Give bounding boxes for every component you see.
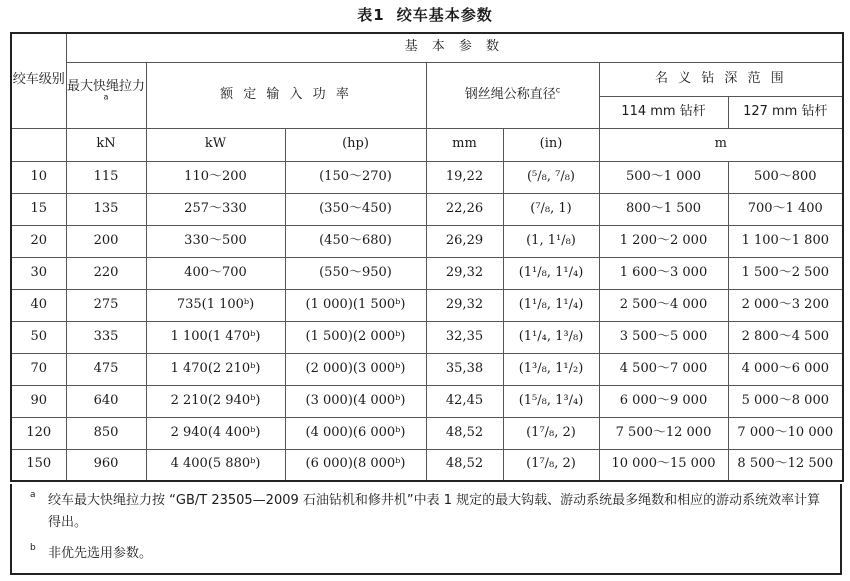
- cell-depth-114: 10 000～15 000: [599, 449, 728, 481]
- cell-kw: 2 210(2 940ᵇ): [146, 385, 285, 417]
- cell-kw: 257～330: [146, 193, 285, 225]
- table-row: [11, 225, 843, 257]
- cell-level: 30: [11, 257, 66, 289]
- table-row: [11, 161, 843, 193]
- cell-mm: 22,26: [426, 193, 503, 225]
- table-row: [11, 353, 843, 385]
- cell-level: 10: [11, 161, 66, 193]
- cell-level: 15: [11, 193, 66, 225]
- footnote-b-text: 非优先选用参数。: [48, 546, 153, 561]
- cell-depth-114: 4 500～7 000: [599, 353, 728, 385]
- cell-mm: 32,35: [426, 321, 503, 353]
- cell-depth-127: 700～1 400: [728, 193, 843, 225]
- table-title: [0, 4, 850, 26]
- cell-in: (1¹/₈, 1¹/₄): [503, 257, 599, 289]
- cell-level: 50: [11, 321, 66, 353]
- cell-pull: 135: [66, 193, 146, 225]
- cell-depth-127: 2 000～3 200: [728, 289, 843, 321]
- unit-in: (in): [503, 128, 599, 161]
- table-number: 表1: [357, 6, 385, 24]
- cell-pull: 275: [66, 289, 146, 321]
- cell-kw: 110～200: [146, 161, 285, 193]
- cell-mm: 35,38: [426, 353, 503, 385]
- cell-mm: 48,52: [426, 449, 503, 481]
- cell-depth-127: 8 500～12 500: [728, 449, 843, 481]
- cell-hp: (3 000)(4 000ᵇ): [285, 385, 426, 417]
- cell-depth-114: 3 500～5 000: [599, 321, 728, 353]
- header-depth-127: 127 mm 钻杆: [728, 96, 843, 128]
- table-caption: 绞车基本参数: [396, 6, 493, 24]
- cell-level: 90: [11, 385, 66, 417]
- table-row: [11, 449, 843, 481]
- cell-mm: 42,45: [426, 385, 503, 417]
- cell-level: 150: [11, 449, 66, 481]
- cell-in: (1³/₈, 1¹/₂): [503, 353, 599, 385]
- cell-mm: 26,29: [426, 225, 503, 257]
- cell-in: (⁷/₈, 1): [503, 193, 599, 225]
- cell-depth-114: 7 500～12 000: [599, 417, 728, 449]
- cell-depth-114: 1 200～2 000: [599, 225, 728, 257]
- cell-in: (1⁷/₈, 2): [503, 449, 599, 481]
- footnote-a-mark: a: [30, 490, 36, 500]
- table-row: [11, 193, 843, 225]
- cell-depth-127: 7 000～10 000: [728, 417, 843, 449]
- table-row: [11, 321, 843, 353]
- unit-kw: kW: [146, 128, 285, 161]
- winch-parameter-table: [10, 32, 844, 482]
- cell-in: (1⁷/₈, 2): [503, 417, 599, 449]
- cell-mm: 19,22: [426, 161, 503, 193]
- cell-hp: (4 000)(6 000ᵇ): [285, 417, 426, 449]
- unit-empty: [11, 128, 66, 161]
- cell-pull: 960: [66, 449, 146, 481]
- table-row: [11, 257, 843, 289]
- cell-depth-114: 6 000～9 000: [599, 385, 728, 417]
- table-row: [11, 417, 843, 449]
- cell-kw: 735(1 100ᵇ): [146, 289, 285, 321]
- cell-in: (1¹/₄, 1³/₈): [503, 321, 599, 353]
- cell-kw: 400～700: [146, 257, 285, 289]
- cell-mm: 29,32: [426, 257, 503, 289]
- cell-level: 120: [11, 417, 66, 449]
- table-row: [11, 289, 843, 321]
- cell-kw: 4 400(5 880ᵇ): [146, 449, 285, 481]
- cell-hp: (350～450): [285, 193, 426, 225]
- cell-hp: (150～270): [285, 161, 426, 193]
- cell-depth-127: 4 000～6 000: [728, 353, 843, 385]
- cell-depth-127: 2 800～4 500: [728, 321, 843, 353]
- cell-depth-114: 500～1 000: [599, 161, 728, 193]
- cell-mm: 29,32: [426, 289, 503, 321]
- cell-depth-127: 500～800: [728, 161, 843, 193]
- cell-in: (1⁵/₈, 1³/₄): [503, 385, 599, 417]
- cell-depth-127: 5 000～8 000: [728, 385, 843, 417]
- cell-pull: 850: [66, 417, 146, 449]
- unit-mm: mm: [426, 128, 503, 161]
- header-depth-114: 114 mm 钻杆: [599, 96, 728, 128]
- cell-in: (1, 1¹/₈): [503, 225, 599, 257]
- cell-pull: 200: [66, 225, 146, 257]
- cell-depth-114: 800～1 500: [599, 193, 728, 225]
- cell-hp: (1 500)(2 000ᵇ): [285, 321, 426, 353]
- table-footnotes: [10, 484, 842, 575]
- cell-level: 20: [11, 225, 66, 257]
- cell-kw: 1 100(1 470ᵇ): [146, 321, 285, 353]
- cell-in: (⁵/₈, ⁷/₈): [503, 161, 599, 193]
- cell-pull: 220: [66, 257, 146, 289]
- header-winch-level: 绞车级别: [11, 33, 66, 128]
- header-wire-diameter: 钢丝绳公称直径$^c$: [426, 62, 599, 128]
- cell-kw: 2 940(4 400ᵇ): [146, 417, 285, 449]
- cell-in: (1¹/₈, 1¹/₄): [503, 289, 599, 321]
- footnote-mark-a: a: [103, 92, 109, 102]
- cell-level: 70: [11, 353, 66, 385]
- header-basic-params: 基 本 参 数: [66, 33, 843, 62]
- table-row: [11, 385, 843, 417]
- cell-level: 40: [11, 289, 66, 321]
- footnote-mark-c: c: [555, 85, 561, 95]
- footnote-a-text: 绞车最大快绳拉力按 “GB/T 23505—2009 石油钻机和修井机”中表 1 规定的最大钩载、游动系统最多绳数和相应的游动系统效率计算得出。: [48, 493, 821, 530]
- cell-pull: 115: [66, 161, 146, 193]
- cell-kw: 330～500: [146, 225, 285, 257]
- cell-hp: (1 000)(1 500ᵇ): [285, 289, 426, 321]
- cell-depth-127: 1 100～1 800: [728, 225, 843, 257]
- unit-kn: kN: [66, 128, 146, 161]
- header-depth-range: 名 义 钻 深 范 围: [599, 62, 843, 96]
- cell-hp: (6 000)(8 000ᵇ): [285, 449, 426, 481]
- cell-pull: 640: [66, 385, 146, 417]
- cell-depth-114: 1 600～3 000: [599, 257, 728, 289]
- header-max-pull: 最大快绳拉力$^a$: [66, 62, 146, 128]
- cell-hp: (2 000)(3 000ᵇ): [285, 353, 426, 385]
- cell-depth-114: 2 500～4 000: [599, 289, 728, 321]
- cell-pull: 475: [66, 353, 146, 385]
- cell-mm: 48,52: [426, 417, 503, 449]
- cell-hp: (550～950): [285, 257, 426, 289]
- unit-hp: (hp): [285, 128, 426, 161]
- cell-hp: (450～680): [285, 225, 426, 257]
- unit-m: m: [599, 128, 843, 161]
- header-rated-power: 额 定 输 入 功 率: [146, 62, 426, 128]
- cell-kw: 1 470(2 210ᵇ): [146, 353, 285, 385]
- cell-pull: 335: [66, 321, 146, 353]
- cell-depth-127: 1 500～2 500: [728, 257, 843, 289]
- footnote-b-mark: b: [30, 543, 36, 553]
